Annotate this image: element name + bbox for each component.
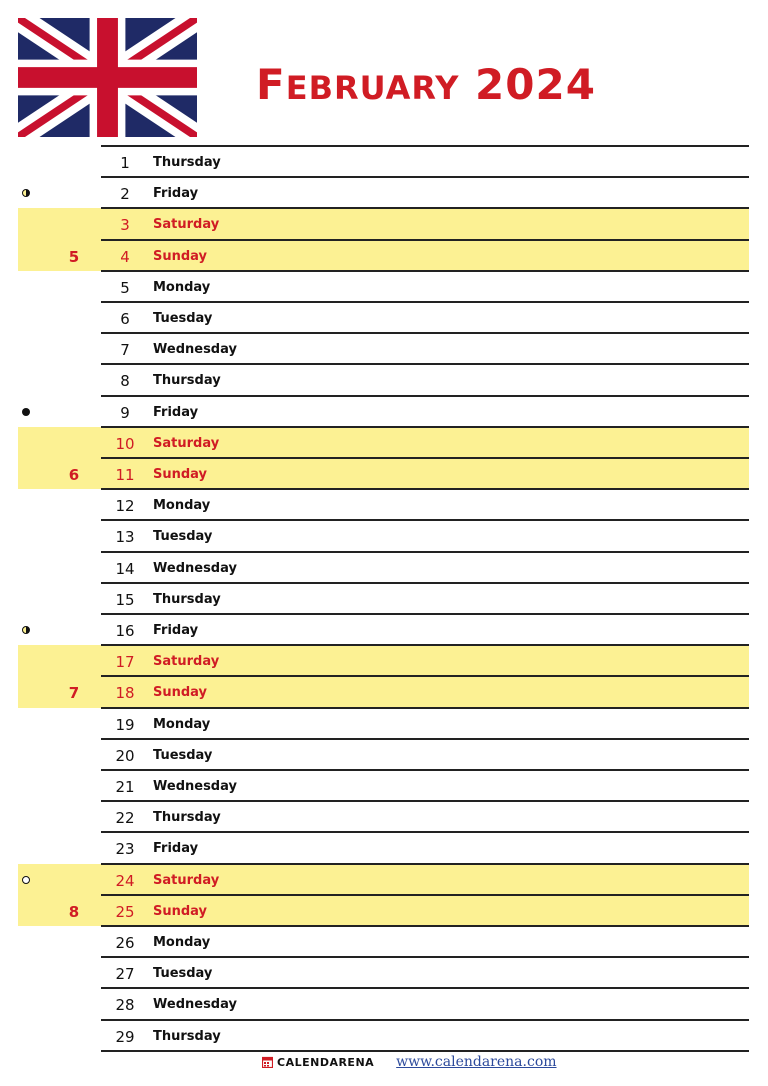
row-divider — [101, 270, 749, 272]
day-row — [0, 458, 768, 489]
day-number: 14 — [115, 559, 135, 578]
weekday-name: Friday — [153, 404, 199, 420]
day-number: 28 — [115, 996, 135, 1015]
weekday-name: Monday — [153, 935, 211, 950]
day-row — [0, 146, 768, 177]
row-divider — [101, 488, 749, 490]
day-number: 9 — [120, 403, 130, 422]
day-row — [0, 801, 768, 832]
day-row — [0, 739, 768, 770]
weekday-name: Monday — [153, 279, 211, 295]
day-number: 6 — [120, 310, 130, 328]
week-number: 6 — [68, 466, 80, 484]
weekday-name: Tuesday — [153, 966, 213, 982]
day-row — [0, 895, 768, 926]
day-row — [0, 427, 768, 458]
moon-phase-icon — [22, 408, 30, 416]
day-number: 20 — [115, 746, 135, 765]
row-divider — [101, 863, 749, 865]
day-number: 10 — [115, 434, 135, 453]
page-title: FEBRUARY 2024 — [256, 60, 596, 109]
row-divider — [101, 176, 749, 178]
day-number: 22 — [115, 809, 135, 828]
weekday-name: Friday — [153, 623, 199, 638]
day-row — [0, 957, 768, 988]
union-jack-flag — [18, 18, 197, 137]
weekday-name: Monday — [153, 498, 211, 514]
day-row — [0, 676, 768, 707]
weekday-name: Thursday — [153, 591, 221, 607]
weekday-name: Saturday — [153, 654, 220, 670]
day-number: 24 — [115, 871, 135, 890]
weekday-name: Sunday — [153, 903, 208, 919]
week-number: 5 — [68, 247, 80, 266]
weekday-name: Thursday — [153, 1028, 221, 1044]
brand-name: CALENDARENA — [277, 1055, 375, 1069]
row-divider — [101, 426, 749, 428]
weekday-name: Wednesday — [153, 342, 237, 358]
day-row — [0, 177, 768, 208]
row-divider — [101, 239, 749, 241]
weekday-name: Wednesday — [153, 997, 237, 1013]
row-divider — [101, 332, 749, 334]
weekday-name: Friday — [153, 841, 199, 857]
row-divider — [101, 551, 749, 553]
day-number: 8 — [120, 372, 130, 391]
row-divider — [101, 457, 749, 459]
row-divider — [101, 582, 749, 584]
day-number: 13 — [115, 528, 135, 547]
day-row — [0, 240, 768, 271]
weekday-name: Thursday — [153, 155, 221, 170]
day-number: 18 — [115, 684, 135, 703]
day-row — [0, 396, 768, 427]
day-row — [0, 552, 768, 583]
day-row — [0, 832, 768, 863]
day-number: 11 — [115, 466, 135, 484]
weekday-name: Sunday — [153, 467, 208, 482]
row-divider — [101, 769, 749, 771]
row-divider — [101, 519, 749, 521]
row-divider — [101, 956, 749, 958]
weekday-name: Wednesday — [153, 779, 237, 794]
week-number: 8 — [68, 902, 80, 921]
day-number: 26 — [115, 934, 135, 952]
day-number: 23 — [115, 840, 135, 859]
day-row — [0, 302, 768, 333]
row-divider — [101, 613, 749, 615]
day-number: 7 — [120, 341, 130, 360]
day-row — [0, 708, 768, 739]
weekday-name: Sunday — [153, 685, 208, 701]
row-divider — [101, 894, 749, 896]
weekday-name: Monday — [153, 716, 211, 732]
row-divider — [101, 1050, 749, 1052]
day-row — [0, 1020, 768, 1051]
day-number: 25 — [115, 902, 135, 921]
row-divider — [101, 707, 749, 709]
day-number: 5 — [120, 278, 130, 297]
day-number: 15 — [115, 590, 135, 609]
moon-phase-icon — [22, 876, 30, 884]
day-number: 27 — [115, 965, 135, 984]
row-divider — [101, 301, 749, 303]
day-row — [0, 489, 768, 520]
row-divider — [101, 145, 749, 147]
row-divider — [101, 831, 749, 833]
day-row — [0, 645, 768, 676]
day-row — [0, 520, 768, 551]
website-link[interactable]: www.calendarena.com — [396, 1054, 557, 1070]
weekday-name: Saturday — [153, 435, 220, 451]
day-row — [0, 770, 768, 801]
row-divider — [101, 395, 749, 397]
day-number: 2 — [120, 185, 130, 204]
day-row — [0, 614, 768, 645]
day-number: 19 — [115, 715, 135, 734]
row-divider — [101, 363, 749, 365]
row-divider — [101, 207, 749, 209]
day-number: 12 — [115, 497, 135, 516]
day-number: 4 — [120, 247, 130, 266]
row-divider — [101, 738, 749, 740]
day-number: 17 — [115, 653, 135, 672]
row-divider — [101, 987, 749, 989]
week-number: 7 — [68, 684, 80, 703]
weekday-name: Friday — [153, 186, 199, 202]
day-row — [0, 583, 768, 614]
weekday-name: Tuesday — [153, 747, 213, 763]
weekday-name: Saturday — [153, 872, 220, 888]
moon-phase-icon — [22, 189, 30, 197]
day-number: 21 — [115, 778, 135, 796]
day-number: 16 — [115, 622, 135, 640]
calendar-icon — [262, 1056, 273, 1068]
row-divider — [101, 925, 749, 927]
weekday-name: Thursday — [153, 373, 221, 389]
day-row — [0, 926, 768, 957]
row-divider — [101, 675, 749, 677]
day-number: 1 — [120, 154, 130, 172]
footer — [262, 1054, 557, 1070]
day-row — [0, 988, 768, 1019]
day-row — [0, 271, 768, 302]
weekday-name: Saturday — [153, 217, 220, 233]
weekday-name: Tuesday — [153, 529, 213, 545]
row-divider — [101, 800, 749, 802]
day-row — [0, 333, 768, 364]
weekday-name: Sunday — [153, 248, 208, 264]
row-divider — [101, 644, 749, 646]
moon-phase-icon — [22, 626, 30, 634]
weekday-name: Wednesday — [153, 560, 237, 576]
weekday-name: Thursday — [153, 810, 221, 826]
day-row — [0, 208, 768, 239]
day-row — [0, 864, 768, 895]
brand — [262, 1056, 374, 1069]
weekday-name: Tuesday — [153, 311, 213, 326]
day-number: 3 — [120, 216, 130, 235]
day-number: 29 — [115, 1027, 135, 1046]
row-divider — [101, 1019, 749, 1021]
day-row — [0, 364, 768, 395]
